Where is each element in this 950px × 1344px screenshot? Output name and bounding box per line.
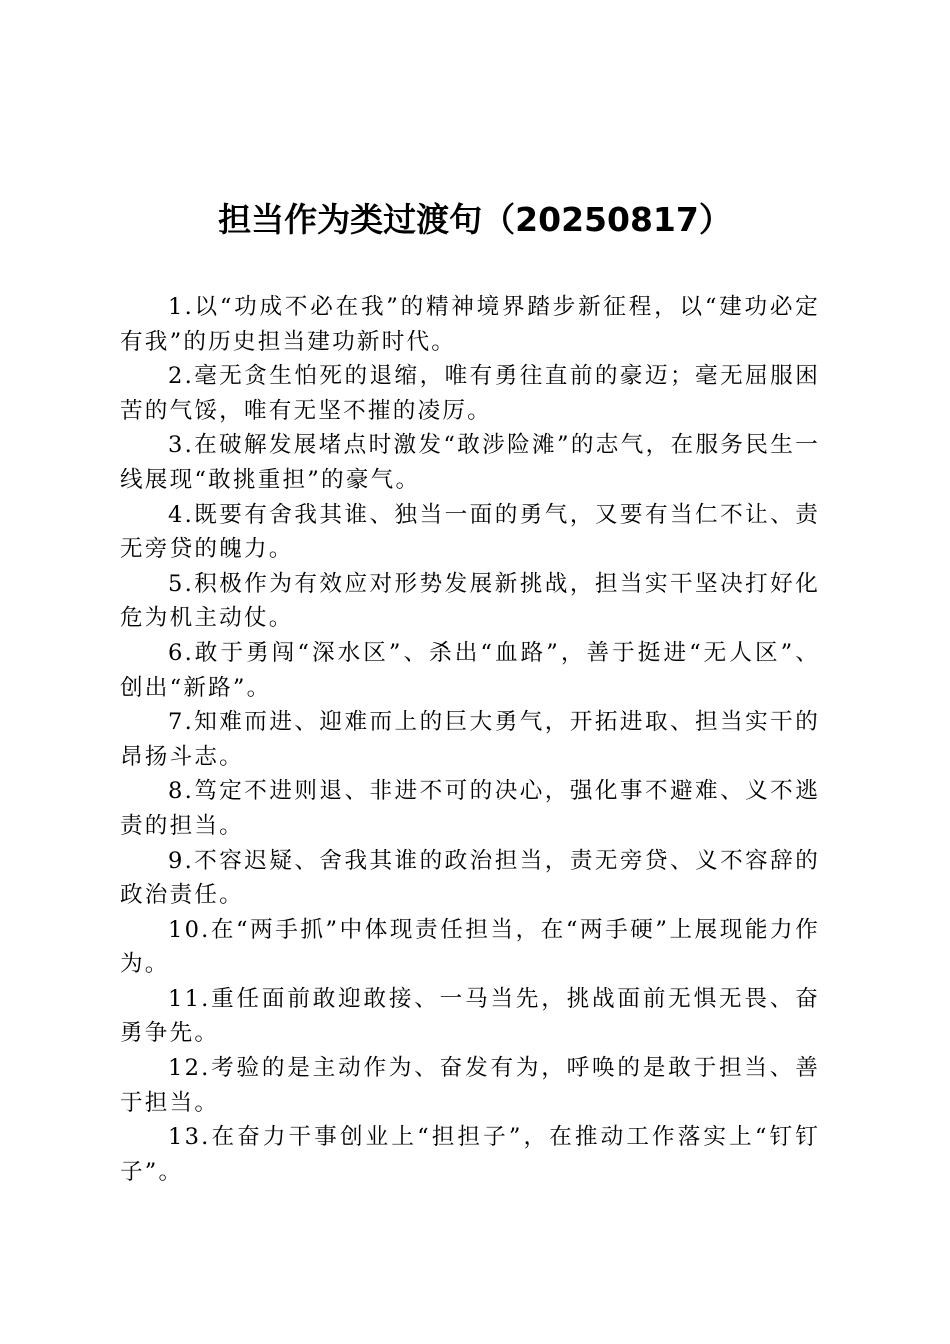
paragraph-4: 4.既要有舍我其谁、独当一面的勇气，又要有当仁不让、责无旁贷的魄力。: [120, 501, 820, 563]
paragraph-2: 2.毫无贪生怕死的退缩，唯有勇往直前的豪迈；毫无屈服困苦的气馁，唯有无坚不摧的凌厉。: [120, 363, 820, 424]
paragraph-3: 3.在破解发展堵点时激发“敢涉险滩”的志气，在服务民生一线展现“敢挑重担”的豪气。: [120, 432, 820, 493]
paragraph-5: 5.积极作为有效应对形势发展新挑战，担当实干坚决打好化危为机主动仗。: [120, 570, 820, 632]
page-title: 担当作为类过渡句（20250817）: [218, 200, 732, 239]
paragraph-9: 9.不容迟疑、舍我其谁的政治担当，责无旁贷、义不容辞的政治责任。: [120, 847, 820, 909]
paragraph-12: 12.考验的是主动作为、奋发有为，呼唤的是敢于担当、善于担当。: [120, 1055, 820, 1116]
paragraph-13: 13.在奋力干事创业上“担担子”，在推动工作落实上“钉钉子”。: [120, 1124, 820, 1185]
paragraph-1: 1.以“功成不必在我”的精神境界踏步新征程，以“建功必定有我”的历史担当建功新时代。: [120, 294, 820, 355]
paragraph-10: 10.在“两手抓”中体现责任担当，在“两手硬”上展现能力作为。: [120, 916, 820, 978]
paragraph-6: 6.敢于勇闯“深水区”、杀出“血路”，善于挺进“无人区”、创出“新路”。: [120, 639, 820, 701]
paragraph-11: 11.重任面前敢迎敢接、一马当先，挑战面前无惧无畏、奋勇争先。: [120, 985, 820, 1047]
paragraph-7: 7.知难而进、迎难而上的巨大勇气，开拓进取、担当实干的昂扬斗志。: [120, 709, 820, 770]
document-body: [120, 290, 820, 1189]
paragraph-8: 8.笃定不进则退、非进不可的决心，强化事不避难、义不逃责的担当。: [120, 778, 820, 839]
